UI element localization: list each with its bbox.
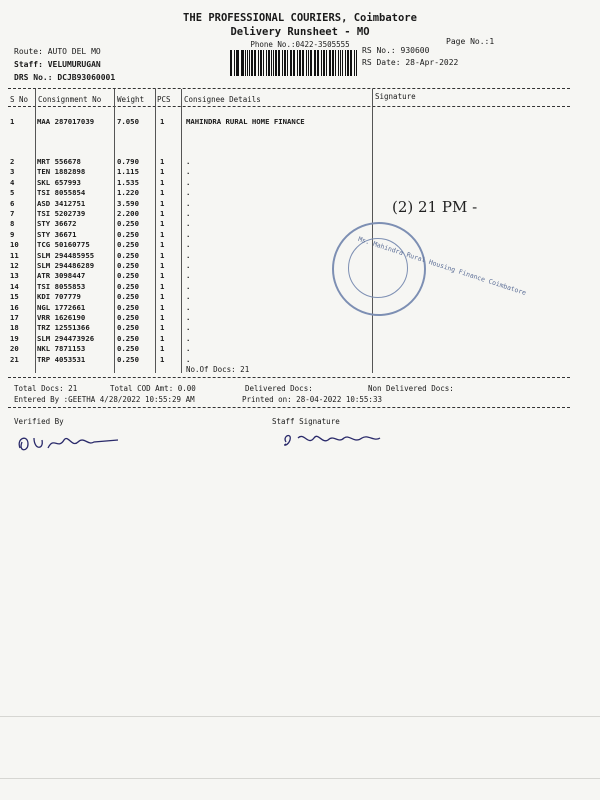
table-cell-cons: TEN 1882898 [37, 167, 86, 177]
barcode-bar [354, 50, 355, 76]
table-cell-sno: 10 [10, 240, 19, 250]
summary-top-rule [8, 377, 570, 378]
barcode-bar [294, 50, 295, 76]
table-cell-cons: ATR 3098447 [37, 271, 86, 281]
table-cell-sno: 4 [10, 177, 15, 187]
phone-number: Phone No.:0422-3505555 [250, 40, 350, 49]
col-header-signature: Signature [375, 92, 416, 101]
scan-artifact [0, 716, 600, 717]
table-cell-cons: SKL 657993 [37, 177, 81, 187]
table-cell-cons: SLM 294473926 [37, 333, 95, 343]
table-cell-weight: 0.250 [117, 219, 139, 229]
table-cell-weight: 0.250 [117, 313, 139, 322]
table-cell-pcs: 1 [160, 333, 165, 343]
barcode-bar [258, 50, 259, 76]
table-cell-pcs: 1 [160, 177, 165, 187]
table-cell-weight: 0.250 [117, 302, 139, 312]
table-cell-pcs: 1 [160, 229, 165, 239]
table-cell-sno: 18 [10, 323, 19, 333]
col-header-sno: S No [10, 95, 29, 104]
table-cell-details: . [186, 292, 191, 302]
table-cell-sno: 1 [10, 117, 15, 126]
barcode-bar [254, 50, 256, 76]
barcode [230, 50, 358, 76]
barcode-bar [236, 50, 237, 76]
col-header-pcs: PCS [157, 95, 171, 104]
table-cell-pcs: 1 [160, 219, 165, 229]
barcode-bar [356, 50, 357, 76]
table-cell-weight: 3.590 [117, 198, 139, 208]
table-cell-pcs: 1 [160, 157, 165, 166]
barcode-bar [282, 50, 283, 76]
table-cell-weight: 0.250 [117, 271, 139, 281]
table-cell-cons: TSI 8055854 [37, 188, 86, 198]
table-cell-details: . [186, 261, 191, 270]
barcode-bar [266, 50, 267, 76]
verifier-signature [14, 428, 124, 458]
printed-on: Printed on: 28-04-2022 10:55:33 [242, 395, 382, 404]
table-cell-sno: 19 [10, 333, 19, 343]
table-cell-pcs: 1 [160, 240, 165, 250]
table-cell-cons: KDI 707779 [37, 292, 81, 302]
total-cod: Total COD Amt: 0.00 [110, 384, 196, 393]
table-cell-cons: TRP 4053531 [37, 354, 86, 364]
table-cell-cons: STY 36672 [37, 219, 77, 229]
table-cell-details: . [186, 240, 191, 250]
table-cell-sno: 21 [10, 354, 19, 364]
barcode-bar [245, 50, 246, 76]
scan-artifact [0, 778, 600, 779]
table-cell-weight: 0.250 [117, 281, 139, 291]
table-cell-sno: 17 [10, 313, 19, 322]
no-of-docs: No.Of Docs: 21 [186, 365, 250, 374]
rs-date: RS Date: 28-Apr-2022 [362, 58, 459, 67]
col-header-consignment: Consignment No [38, 95, 102, 104]
table-cell-pcs: 1 [160, 313, 165, 322]
barcode-bar [287, 50, 288, 76]
barcode-bar [340, 50, 342, 76]
table-cell-details: . [186, 333, 191, 343]
barcode-bar [293, 50, 294, 76]
table-cell-weight: 0.250 [117, 333, 139, 343]
table-cell-pcs: 1 [160, 198, 165, 208]
table-cell-sno: 8 [10, 219, 15, 229]
table-cell-cons: TSI 8055853 [37, 281, 86, 291]
barcode-bar [230, 50, 232, 76]
barcode-bar [338, 50, 339, 76]
barcode-bar [335, 50, 336, 76]
barcode-bar [278, 50, 280, 76]
table-cell-cons: NKL 7871153 [37, 344, 86, 354]
table-cell-sno: 16 [10, 302, 19, 312]
table-cell-weight: 0.250 [117, 229, 139, 239]
table-cell-weight: 7.050 [117, 117, 139, 126]
table-cell-sno: 12 [10, 261, 19, 270]
barcode-bar [342, 50, 343, 76]
barcode-bar [241, 50, 244, 76]
table-cell-details: . [186, 209, 191, 218]
table-cell-cons: NGL 1772661 [37, 302, 86, 312]
table-cell-sno: 13 [10, 271, 19, 281]
route-label: Route: AUTO DEL MO [14, 47, 101, 56]
staff-label: Staff: VELUMURUGAN [14, 60, 101, 69]
table-cell-pcs: 1 [160, 354, 165, 364]
table-cell-details: . [186, 229, 191, 239]
entered-by: Entered By :GEETHA 4/28/2022 10:55:29 AM [14, 395, 195, 404]
table-cell-details: . [186, 198, 191, 208]
table-cell-sno: 14 [10, 281, 19, 291]
table-cell-pcs: 1 [160, 323, 165, 333]
barcode-bar [249, 50, 250, 76]
barcode-bar [332, 50, 334, 76]
table-cell-details: . [186, 313, 191, 322]
barcode-bar [326, 50, 327, 76]
barcode-bar [318, 50, 319, 76]
page-number: Page No.:1 [446, 37, 495, 46]
barcode-bar [302, 50, 305, 76]
table-cell-cons: SLM 294485955 [37, 250, 95, 260]
barcode-bar [345, 50, 346, 76]
table-cell-weight: 1.220 [117, 188, 139, 198]
col-divider [35, 89, 36, 373]
table-cell-cons: MAA 287017039 [37, 117, 95, 126]
table-header-rule [8, 106, 570, 107]
table-cell-pcs: 1 [160, 271, 165, 281]
table-cell-details: . [186, 281, 191, 291]
barcode-bar [310, 50, 312, 76]
table-cell-pcs: 1 [160, 209, 165, 218]
table-cell-cons: STY 36671 [37, 229, 77, 239]
table-cell-pcs: 1 [160, 250, 165, 260]
company-title: THE PROFESSIONAL COURIERS, Coimbatore [183, 12, 417, 24]
barcode-bar [263, 50, 264, 76]
barcode-bar [299, 50, 301, 76]
table-cell-details: . [186, 302, 191, 312]
table-cell-cons: TCG 50160775 [37, 240, 90, 250]
barcode-bar [237, 50, 239, 76]
barcode-bar [323, 50, 325, 76]
total-docs: Total Docs: 21 [14, 384, 78, 393]
delivered-docs: Delivered Docs: [245, 384, 313, 393]
table-cell-weight: 0.790 [117, 157, 139, 166]
table-cell-weight: 0.250 [117, 292, 139, 302]
table-cell-details: . [186, 344, 191, 354]
staff-signature-label: Staff Signature [272, 417, 340, 426]
stamp-text: Ms. Mahindra Rural Housing Finance Coimbatore [357, 234, 528, 298]
table-cell-weight: 2.200 [117, 209, 139, 218]
barcode-bar [306, 50, 307, 76]
barcode-bar [329, 50, 332, 76]
table-cell-weight: 1.115 [117, 167, 139, 177]
barcode-bar [314, 50, 316, 76]
table-cell-weight: 0.250 [117, 240, 139, 250]
table-cell-weight: 0.250 [117, 344, 139, 354]
table-cell-sno: 20 [10, 344, 19, 354]
col-header-weight: Weight [117, 95, 145, 104]
col-divider [114, 89, 115, 373]
table-cell-details: MAHINDRA RURAL HOME FINANCE [186, 117, 305, 126]
table-cell-details: . [186, 177, 191, 187]
table-cell-pcs: 1 [160, 281, 165, 291]
table-cell-sno: 9 [10, 229, 15, 239]
table-cell-sno: 15 [10, 292, 19, 302]
table-cell-sno: 5 [10, 188, 15, 198]
table-cell-weight: 1.535 [117, 177, 139, 187]
table-cell-details: . [186, 271, 191, 281]
table-cell-pcs: 1 [160, 344, 165, 354]
table-cell-cons: SLM 294486289 [37, 261, 95, 270]
table-cell-cons: TSI 5202739 [37, 209, 86, 218]
document-title: Delivery Runsheet - MO [230, 26, 370, 38]
barcode-bar [321, 50, 322, 76]
table-cell-details: . [186, 167, 191, 177]
company-stamp [332, 222, 426, 316]
table-cell-sno: 6 [10, 198, 15, 208]
barcode-bar [251, 50, 253, 76]
table-cell-details: . [186, 188, 191, 198]
verified-by-label: Verified By [14, 417, 64, 426]
table-cell-cons: TRZ 12551366 [37, 323, 90, 333]
barcode-bar [273, 50, 274, 76]
table-cell-pcs: 1 [160, 117, 165, 126]
table-cell-weight: 0.250 [117, 261, 139, 270]
barcode-bar [290, 50, 292, 76]
table-cell-pcs: 1 [160, 302, 165, 312]
barcode-bar [275, 50, 277, 76]
table-cell-cons: VRR 1626190 [37, 313, 86, 322]
barcode-bar [317, 50, 318, 76]
table-cell-weight: 0.250 [117, 250, 139, 260]
summary-bottom-rule [8, 407, 570, 408]
col-divider [181, 89, 182, 373]
barcode-bar [308, 50, 309, 76]
barcode-bar [350, 50, 353, 76]
table-cell-pcs: 1 [160, 261, 165, 270]
table-cell-details: . [186, 323, 191, 333]
non-delivered-docs: Non Delivered Docs: [368, 384, 454, 393]
staff-signature [282, 428, 392, 452]
table-cell-pcs: 1 [160, 292, 165, 302]
col-header-consignee: Consignee Details [184, 95, 261, 104]
handwritten-note: (2) 21 PM - [392, 198, 478, 216]
rs-number: RS No.: 930600 [362, 46, 430, 55]
col-divider [155, 89, 156, 373]
barcode-bar [297, 50, 298, 76]
drs-number: DRS No.: DCJB93060001 [14, 73, 116, 82]
table-cell-sno: 3 [10, 167, 15, 177]
barcode-bar [247, 50, 248, 76]
table-cell-weight: 0.250 [117, 354, 139, 364]
table-cell-details: . [186, 157, 191, 166]
barcode-bar [260, 50, 263, 76]
table-cell-weight: 0.250 [117, 323, 139, 333]
table-cell-cons: MRT 556678 [37, 157, 81, 166]
barcode-bar [234, 50, 235, 76]
table-cell-cons: ASD 3412751 [37, 198, 86, 208]
barcode-bar [268, 50, 270, 76]
table-cell-details: . [186, 354, 191, 364]
table-cell-details: . [186, 219, 191, 229]
table-cell-sno: 7 [10, 209, 15, 218]
barcode-bar [271, 50, 272, 76]
table-cell-pcs: 1 [160, 188, 165, 198]
table-cell-sno: 11 [10, 250, 19, 260]
table-cell-details: . [186, 250, 191, 260]
barcode-bar [347, 50, 349, 76]
table-cell-pcs: 1 [160, 167, 165, 177]
table-cell-sno: 2 [10, 157, 15, 166]
table-top-rule [8, 88, 570, 89]
barcode-bar [284, 50, 287, 76]
